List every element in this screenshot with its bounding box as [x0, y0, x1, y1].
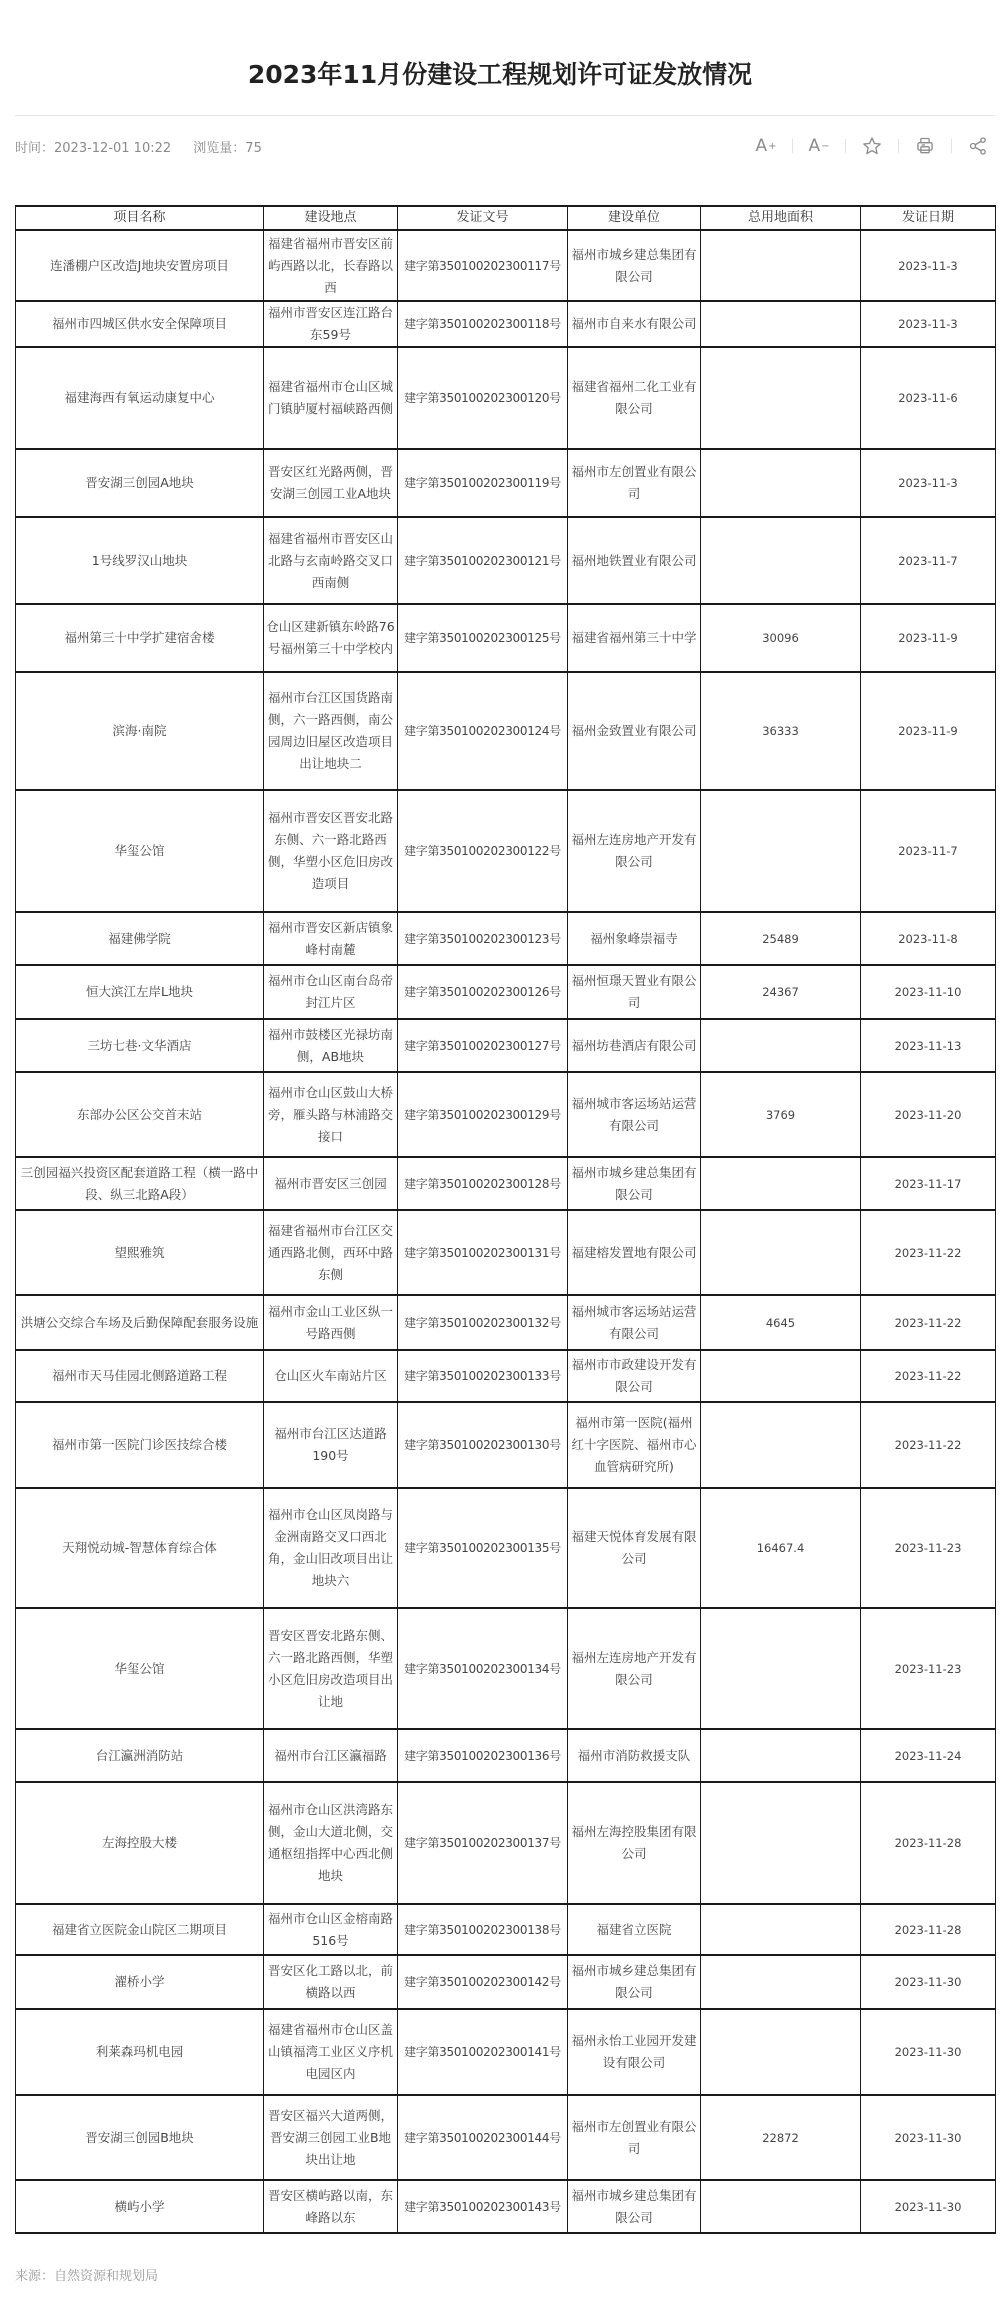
table-row [16, 1072, 996, 1157]
construction-unit-cell: 福建省福州第三十中学 [568, 604, 701, 672]
project-name-cell: 左海控股大楼 [16, 1782, 264, 1904]
issue-date-cell: 2023-11-20 [861, 1072, 996, 1157]
license-number-cell: 建字第350100202300118号 [398, 301, 568, 347]
license-number-cell: 建字第350100202300121号 [398, 517, 568, 604]
location-cell: 福州市台江区国货路南侧，六一路西侧，南公园周边旧屋区改造项目出让地块二 [264, 672, 398, 790]
location-cell: 晋安区红光路两侧，晋安湖三创园工业A地块 [264, 449, 398, 517]
license-number-cell: 建字第350100202300137号 [398, 1782, 568, 1904]
project-name-cell: 台江瀛洲消防站 [16, 1729, 264, 1782]
table-row [16, 2095, 996, 2180]
license-number-cell: 建字第350100202300142号 [398, 1955, 568, 2009]
location-cell: 福建省福州市晋安区山北路与玄南岭路交叉口西南侧 [264, 517, 398, 604]
table-row [16, 1782, 996, 1904]
total-area-cell [701, 2009, 861, 2095]
license-number-cell: 建字第350100202300122号 [398, 790, 568, 912]
total-area-cell [701, 1782, 861, 1904]
issue-date-cell: 2023-11-9 [861, 672, 996, 790]
construction-unit-cell: 福建省立医院 [568, 1904, 701, 1955]
total-area-cell [701, 1210, 861, 1295]
font-increase-icon: A [755, 136, 768, 156]
issue-date-cell: 2023-11-3 [861, 449, 996, 517]
location-cell: 福州市晋安区连江路台东59号 [264, 301, 398, 347]
issue-date-cell: 2023-11-28 [861, 1904, 996, 1955]
location-cell: 福州市晋安区新店镇象峰村南麓 [264, 912, 398, 965]
font-decrease-button[interactable]: A − [808, 136, 830, 156]
total-area-cell [701, 1402, 861, 1488]
construction-unit-cell: 福州市左创置业有限公司 [568, 449, 701, 517]
location-cell: 仓山区建新镇东岭路76号福州第三十中学校内 [264, 604, 398, 672]
table-row [16, 965, 996, 1019]
location-cell: 福建省福州市台江区交通西路北侧，西环中路东侧 [264, 1210, 398, 1295]
license-number-cell: 建字第350100202300144号 [398, 2095, 568, 2180]
issue-date-cell: 2023-11-24 [861, 1729, 996, 1782]
total-area-cell [701, 1157, 861, 1210]
issue-date-cell: 2023-11-8 [861, 912, 996, 965]
construction-unit-cell: 福州市自来水有限公司 [568, 301, 701, 347]
construction-unit-cell: 福州市第一医院(福州红十字医院、福州市心血管病研究所) [568, 1402, 701, 1488]
table-row [16, 347, 996, 449]
total-area-cell [701, 1350, 861, 1402]
license-number-cell: 建字第350100202300129号 [398, 1072, 568, 1157]
total-area-cell [701, 517, 861, 604]
location-cell: 福建省福州市仓山区盖山镇福湾工业区义序机电园区内 [264, 2009, 398, 2095]
table-row [16, 1019, 996, 1072]
location-cell: 福州市仓山区鼓山大桥旁，雁头路与林浦路交接口 [264, 1072, 398, 1157]
issue-date-cell: 2023-11-9 [861, 604, 996, 672]
issue-date-cell: 2023-11-13 [861, 1019, 996, 1072]
table-row [16, 1729, 996, 1782]
issue-date-cell: 2023-11-22 [861, 1350, 996, 1402]
construction-unit-cell: 福州永怡工业园开发建设有限公司 [568, 2009, 701, 2095]
total-area-cell [701, 301, 861, 347]
construction-unit-cell: 福州市城乡建总集团有限公司 [568, 1157, 701, 1210]
project-name-cell: 横屿小学 [16, 2180, 264, 2233]
table-row [16, 517, 996, 604]
share-icon [968, 136, 988, 156]
location-cell: 福州市仓山区凤岗路与金洲南路交叉口西北角，金山旧改项目出让地块六 [264, 1488, 398, 1608]
construction-unit-cell: 福州地铁置业有限公司 [568, 517, 701, 604]
project-name-cell: 福建海西有氧运动康复中心 [16, 347, 264, 449]
issue-date-cell: 2023-11-10 [861, 965, 996, 1019]
issue-date-cell: 2023-11-7 [861, 790, 996, 912]
construction-unit-cell: 福州左海控股集团有限公司 [568, 1782, 701, 1904]
construction-unit-cell: 福州市城乡建总集团有限公司 [568, 2180, 701, 2233]
issue-date-cell: 2023-11-28 [861, 1782, 996, 1904]
project-name-cell: 福州市第一医院门诊医技综合楼 [16, 1402, 264, 1488]
table-row [16, 1955, 996, 2009]
construction-unit-cell: 福州象峰崇福寺 [568, 912, 701, 965]
location-cell: 晋安区晋安北路东侧、六一路北路西侧，华塑小区危旧房改造项目出让地 [264, 1608, 398, 1729]
issue-date-cell: 2023-11-30 [861, 2095, 996, 2180]
location-cell: 晋安区横屿路以南，东峰路以东 [264, 2180, 398, 2233]
project-name-cell: 福州市天马佳园北侧路道路工程 [16, 1350, 264, 1402]
license-number-cell: 建字第350100202300126号 [398, 965, 568, 1019]
article-title: 2023年11月份建设工程规划许可证发放情况 [247, 59, 753, 89]
table-row [16, 1210, 996, 1295]
publish-time: 时间：2023-12-01 10:22 [15, 141, 172, 156]
construction-unit-cell: 福建榕发置地有限公司 [568, 1210, 701, 1295]
location-cell: 福州市台江区达道路190号 [264, 1402, 398, 1488]
table-row [16, 2180, 996, 2233]
total-area-cell [701, 1019, 861, 1072]
permits-table [15, 205, 996, 2234]
font-decrease-icon: A [808, 136, 821, 156]
column-header-construction-unit: 建设单位 [568, 206, 701, 230]
license-number-cell: 建字第350100202300127号 [398, 1019, 568, 1072]
project-name-cell: 濯桥小学 [16, 1955, 264, 2009]
article-toolbar [752, 133, 992, 159]
license-number-cell: 建字第350100202300133号 [398, 1350, 568, 1402]
issue-date-cell: 2023-11-17 [861, 1157, 996, 1210]
location-cell: 福州市晋安区三创园 [264, 1157, 398, 1210]
license-number-cell: 建字第350100202300128号 [398, 1157, 568, 1210]
project-name-cell: 三创园福兴投资区配套道路工程（横一路中段、纵三北路A段） [16, 1157, 264, 1210]
issue-date-cell: 2023-11-22 [861, 1210, 996, 1295]
location-cell: 福州市台江区瀛福路 [264, 1729, 398, 1782]
license-number-cell: 建字第350100202300132号 [398, 1295, 568, 1350]
total-area-cell [701, 2180, 861, 2233]
construction-unit-cell: 福州金致置业有限公司 [568, 672, 701, 790]
toolbar-separator [792, 139, 793, 153]
project-name-cell: 三坊七巷·文华酒店 [16, 1019, 264, 1072]
table-row [16, 230, 996, 301]
toolbar-separator [845, 139, 846, 153]
printer-icon [915, 136, 935, 156]
issue-date-cell: 2023-11-3 [861, 301, 996, 347]
project-name-cell: 福州第三十中学扩建宿舍楼 [16, 604, 264, 672]
project-name-cell: 1号线罗汉山地块 [16, 517, 264, 604]
project-name-cell: 晋安湖三创园A地块 [16, 449, 264, 517]
issue-date-cell: 2023-11-30 [861, 1955, 996, 2009]
total-area-cell: 4645 [701, 1295, 861, 1350]
license-number-cell: 建字第350100202300130号 [398, 1402, 568, 1488]
location-cell: 晋安区化工路以北，前横路以西 [264, 1955, 398, 2009]
table-row [16, 1350, 996, 1402]
column-header-location: 建设地点 [264, 206, 398, 230]
project-name-cell: 福州市四城区供水安全保障项目 [16, 301, 264, 347]
license-number-cell: 建字第350100202300123号 [398, 912, 568, 965]
construction-unit-cell: 福州市城乡建总集团有限公司 [568, 1955, 701, 2009]
license-number-cell: 建字第350100202300136号 [398, 1729, 568, 1782]
construction-unit-cell: 福州城市客运场站运营有限公司 [568, 1072, 701, 1157]
project-name-cell: 华玺公馆 [16, 1608, 264, 1729]
total-area-cell [701, 1608, 861, 1729]
project-name-cell: 福建省立医院金山院区二期项目 [16, 1904, 264, 1955]
total-area-cell [701, 347, 861, 449]
license-number-cell: 建字第350100202300119号 [398, 449, 568, 517]
license-number-cell: 建字第350100202300117号 [398, 230, 568, 301]
total-area-cell [701, 1904, 861, 1955]
license-number-cell: 建字第350100202300131号 [398, 1210, 568, 1295]
construction-unit-cell: 福建省福州二化工业有限公司 [568, 347, 701, 449]
construction-unit-cell: 福州市城乡建总集团有限公司 [568, 230, 701, 301]
column-header-project-name: 项目名称 [16, 206, 264, 230]
total-area-cell: 24367 [701, 965, 861, 1019]
column-header-issue-date: 发证日期 [861, 206, 996, 230]
table-body [16, 230, 996, 2233]
location-cell: 晋安区福兴大道两侧，晋安湖三创园工业B地块出让地 [264, 2095, 398, 2180]
construction-unit-cell: 福州左连房地产开发有限公司 [568, 1608, 701, 1729]
star-icon [862, 136, 882, 156]
construction-unit-cell: 福州市市政建设开发有限公司 [568, 1350, 701, 1402]
project-name-cell: 恒大滨江左岸L地块 [16, 965, 264, 1019]
issue-date-cell: 2023-11-30 [861, 2009, 996, 2095]
total-area-cell: 30096 [701, 604, 861, 672]
license-number-cell: 建字第350100202300125号 [398, 604, 568, 672]
table-row [16, 672, 996, 790]
table-row [16, 449, 996, 517]
project-name-cell: 天翔悦动城-智慧体育综合体 [16, 1488, 264, 1608]
toolbar-separator [951, 139, 952, 153]
issue-date-cell: 2023-11-6 [861, 347, 996, 449]
total-area-cell: 25489 [701, 912, 861, 965]
construction-unit-cell: 福州市左创置业有限公司 [568, 2095, 701, 2180]
total-area-cell [701, 1955, 861, 2009]
project-name-cell: 华玺公馆 [16, 790, 264, 912]
total-area-cell [701, 230, 861, 301]
license-number-cell: 建字第350100202300124号 [398, 672, 568, 790]
table-row [16, 301, 996, 347]
project-name-cell: 福建佛学院 [16, 912, 264, 965]
project-name-cell: 连潘棚户区改造J地块安置房项目 [16, 230, 264, 301]
license-number-cell: 建字第350100202300120号 [398, 347, 568, 449]
total-area-cell [701, 1729, 861, 1782]
license-number-cell: 建字第350100202300138号 [398, 1904, 568, 1955]
issue-date-cell: 2023-11-22 [861, 1295, 996, 1350]
favorite-button[interactable] [858, 134, 886, 158]
location-cell: 福州市仓山区南台岛帝封江片区 [264, 965, 398, 1019]
total-area-cell: 36333 [701, 672, 861, 790]
construction-unit-cell: 福建天悦体育发展有限公司 [568, 1488, 701, 1608]
construction-unit-cell: 福州左连房地产开发有限公司 [568, 790, 701, 912]
construction-unit-cell: 福州市消防救援支队 [568, 1729, 701, 1782]
table-row [16, 1157, 996, 1210]
location-cell: 福州市仓山区金榕南路516号 [264, 1904, 398, 1955]
issue-date-cell: 2023-11-7 [861, 517, 996, 604]
project-name-cell: 滨海·南院 [16, 672, 264, 790]
table-row [16, 604, 996, 672]
article-source: 来源：自然资源和规划局 [15, 2269, 159, 2284]
project-name-cell: 洪塘公交综合车场及后勤保障配套服务设施 [16, 1295, 264, 1350]
total-area-cell: 16467.4 [701, 1488, 861, 1608]
table-row [16, 790, 996, 912]
construction-unit-cell: 福州坊巷酒店有限公司 [568, 1019, 701, 1072]
location-cell: 福州市金山工业区纵一号路西侧 [264, 1295, 398, 1350]
location-cell: 福州市仓山区洪湾路东侧，金山大道北侧，交通枢纽指挥中心西北侧地块 [264, 1782, 398, 1904]
location-cell: 福建省福州市晋安区前屿西路以北，长春路以西 [264, 230, 398, 301]
issue-date-cell: 2023-11-23 [861, 1608, 996, 1729]
project-name-cell: 利莱森玛机电园 [16, 2009, 264, 2095]
total-area-cell: 22872 [701, 2095, 861, 2180]
share-button[interactable] [964, 134, 992, 158]
column-header-total-area: 总用地面积 [701, 206, 861, 230]
issue-date-cell: 2023-11-30 [861, 2180, 996, 2233]
issue-date-cell: 2023-11-23 [861, 1488, 996, 1608]
issue-date-cell: 2023-11-22 [861, 1402, 996, 1488]
project-name-cell: 望熙雅筑 [16, 1210, 264, 1295]
table-row [16, 1608, 996, 1729]
article-meta [15, 137, 280, 156]
total-area-cell: 3769 [701, 1072, 861, 1157]
location-cell: 福州市晋安区晋安北路东侧、六一路北路西侧，华塑小区危旧房改造项目 [264, 790, 398, 912]
location-cell: 福州市鼓楼区光禄坊南侧，AB地块 [264, 1019, 398, 1072]
column-header-license-number: 发证文号 [398, 206, 568, 230]
license-number-cell: 建字第350100202300134号 [398, 1608, 568, 1729]
table-header-row [16, 206, 996, 230]
total-area-cell [701, 449, 861, 517]
table-row [16, 1904, 996, 1955]
table-row [16, 1402, 996, 1488]
license-number-cell: 建字第350100202300143号 [398, 2180, 568, 2233]
toolbar-separator [898, 139, 899, 153]
view-count: 浏览量：75 [193, 141, 262, 156]
total-area-cell [701, 790, 861, 912]
table-row [16, 1488, 996, 1608]
table-row [16, 2009, 996, 2095]
license-number-cell: 建字第350100202300141号 [398, 2009, 568, 2095]
project-name-cell: 东部办公区公交首末站 [16, 1072, 264, 1157]
location-cell: 福建省福州市仓山区城门镇胪厦村福峡路西侧 [264, 347, 398, 449]
print-button[interactable] [911, 134, 939, 158]
construction-unit-cell: 福州城市客运场站运营有限公司 [568, 1295, 701, 1350]
project-name-cell: 晋安湖三创园B地块 [16, 2095, 264, 2180]
title-divider [15, 115, 995, 116]
table-row [16, 912, 996, 965]
issue-date-cell: 2023-11-3 [861, 230, 996, 301]
table-row [16, 1295, 996, 1350]
license-number-cell: 建字第350100202300135号 [398, 1488, 568, 1608]
location-cell: 仓山区火车南站片区 [264, 1350, 398, 1402]
font-increase-button[interactable]: A + [755, 136, 777, 156]
construction-unit-cell: 福州恒璟天置业有限公司 [568, 965, 701, 1019]
